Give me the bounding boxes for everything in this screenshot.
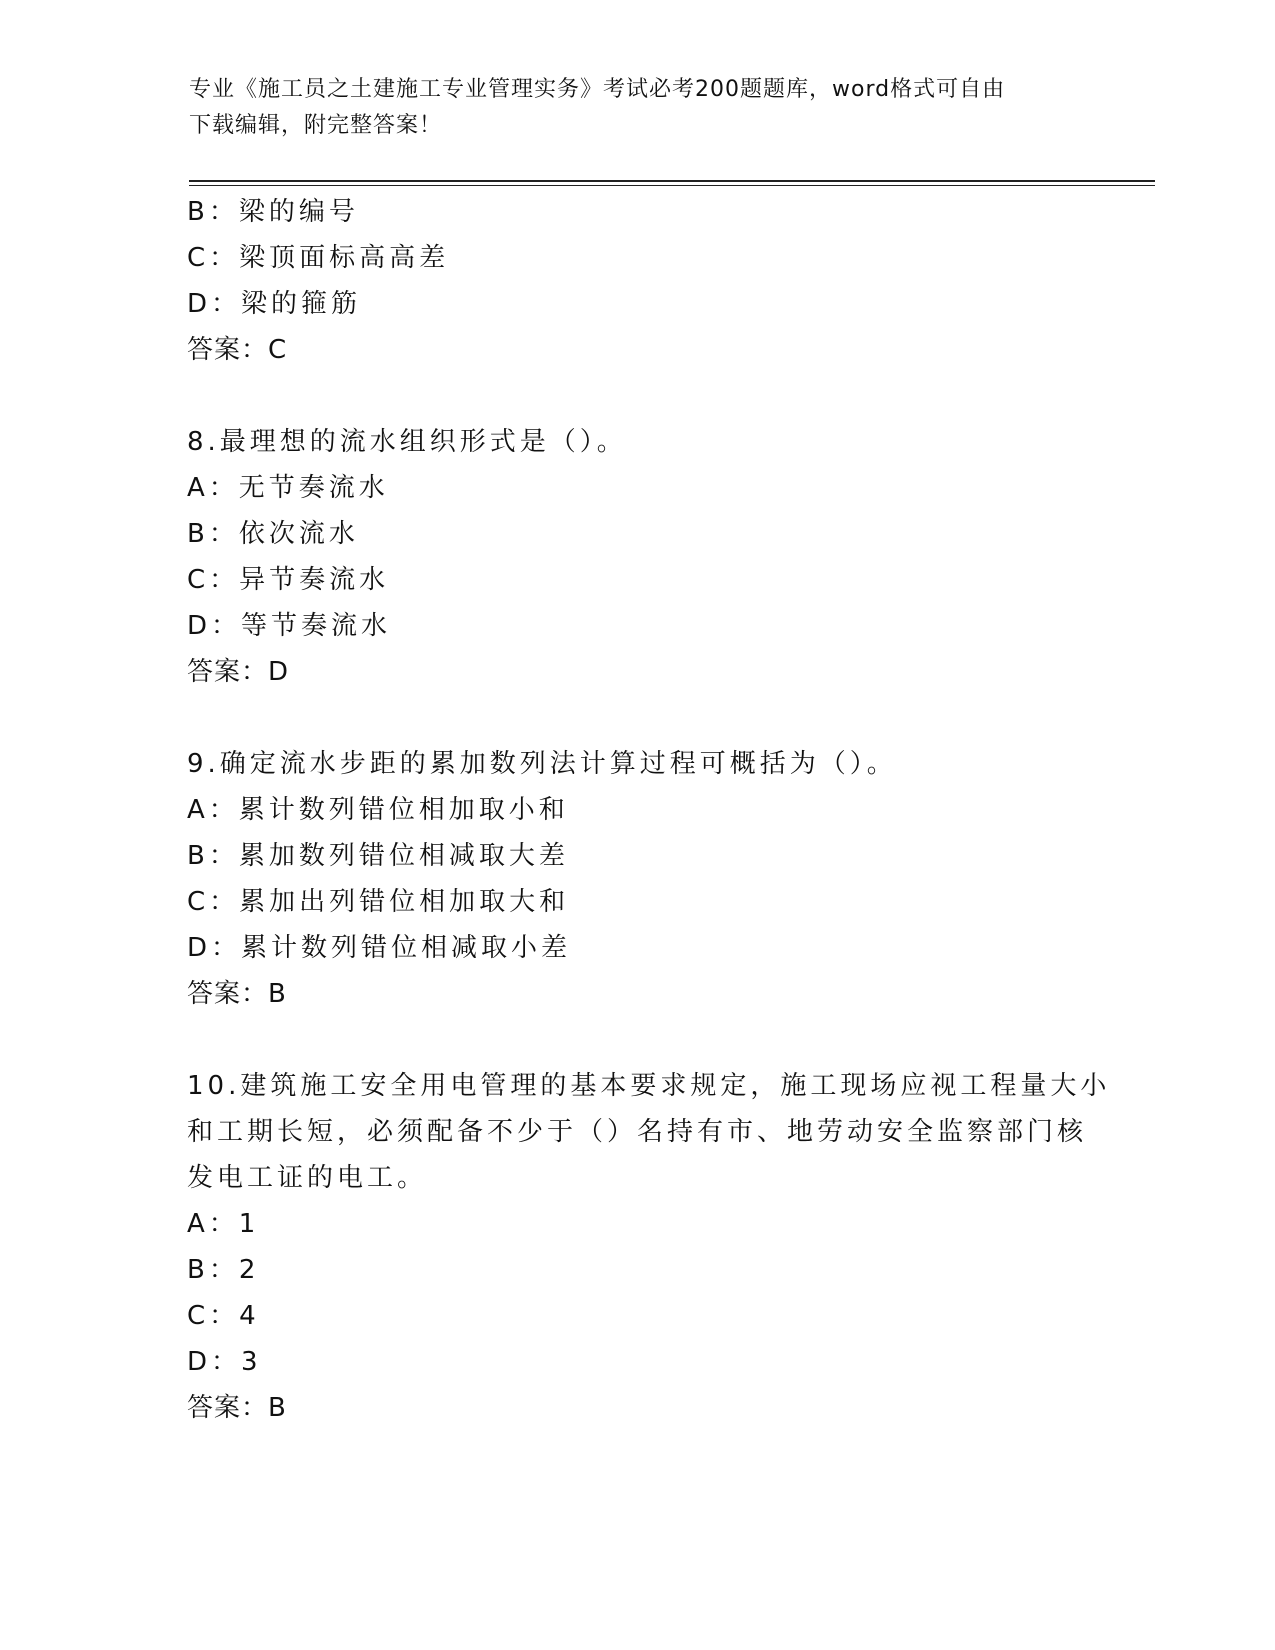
document-header bbox=[189, 72, 1069, 144]
question-stem-line-2: 和工期长短，必须配备不少于（）名持有市、地劳动安全监察部门核 bbox=[187, 1117, 1088, 1147]
option-d: D：等节奏流水 bbox=[187, 611, 392, 641]
option-a: A：累计数列错位相加取小和 bbox=[187, 795, 569, 825]
question-list bbox=[187, 189, 1111, 1431]
option-d: D：累计数列错位相减取小差 bbox=[187, 933, 572, 963]
answer: 答案：C bbox=[187, 335, 288, 365]
spacer bbox=[187, 373, 1087, 419]
option-c: C：4 bbox=[187, 1301, 260, 1331]
question-stem: 8.最理想的流水组织形式是（）。 bbox=[187, 427, 627, 457]
option-a: A：无节奏流水 bbox=[187, 473, 389, 503]
question-stem: 9.确定流水步距的累加数列法计算过程可概括为（）。 bbox=[187, 749, 897, 779]
option-b: B：累加数列错位相减取大差 bbox=[187, 841, 569, 871]
spacer bbox=[187, 1017, 1087, 1063]
header-line-2: 下载编辑，附完整答案！ bbox=[189, 113, 443, 138]
option-b: B：2 bbox=[187, 1255, 260, 1285]
question-stem-line-1: 10.建筑施工安全用电管理的基本要求规定，施工现场应视工程量大小 bbox=[187, 1071, 1111, 1101]
header-rule-thick bbox=[189, 180, 1155, 182]
option-d: D：3 bbox=[187, 1347, 262, 1377]
header-rule-thin bbox=[189, 185, 1155, 186]
question-7-tail bbox=[187, 189, 1087, 373]
option-c: C：累加出列错位相加取大和 bbox=[187, 887, 570, 917]
option-b: B：梁的编号 bbox=[187, 197, 359, 227]
question-9 bbox=[187, 741, 1087, 1017]
answer: 答案：D bbox=[187, 657, 290, 687]
option-c: C：梁顶面标高高差 bbox=[187, 243, 450, 273]
question-stem-line-3: 发电工证的电工。 bbox=[187, 1163, 428, 1193]
option-b: B：依次流水 bbox=[187, 519, 359, 549]
answer: 答案：B bbox=[187, 979, 287, 1009]
answer: 答案：B bbox=[187, 1393, 287, 1423]
option-a: A：1 bbox=[187, 1209, 260, 1239]
header-line-1: 专业《施工员之土建施工专业管理实务》考试必考200题题库，word格式可自由 bbox=[189, 77, 1006, 102]
option-d: D：梁的箍筋 bbox=[187, 289, 362, 319]
question-10 bbox=[187, 1063, 1111, 1431]
option-c: C：异节奏流水 bbox=[187, 565, 390, 595]
spacer bbox=[187, 695, 1087, 741]
question-8 bbox=[187, 419, 1087, 695]
